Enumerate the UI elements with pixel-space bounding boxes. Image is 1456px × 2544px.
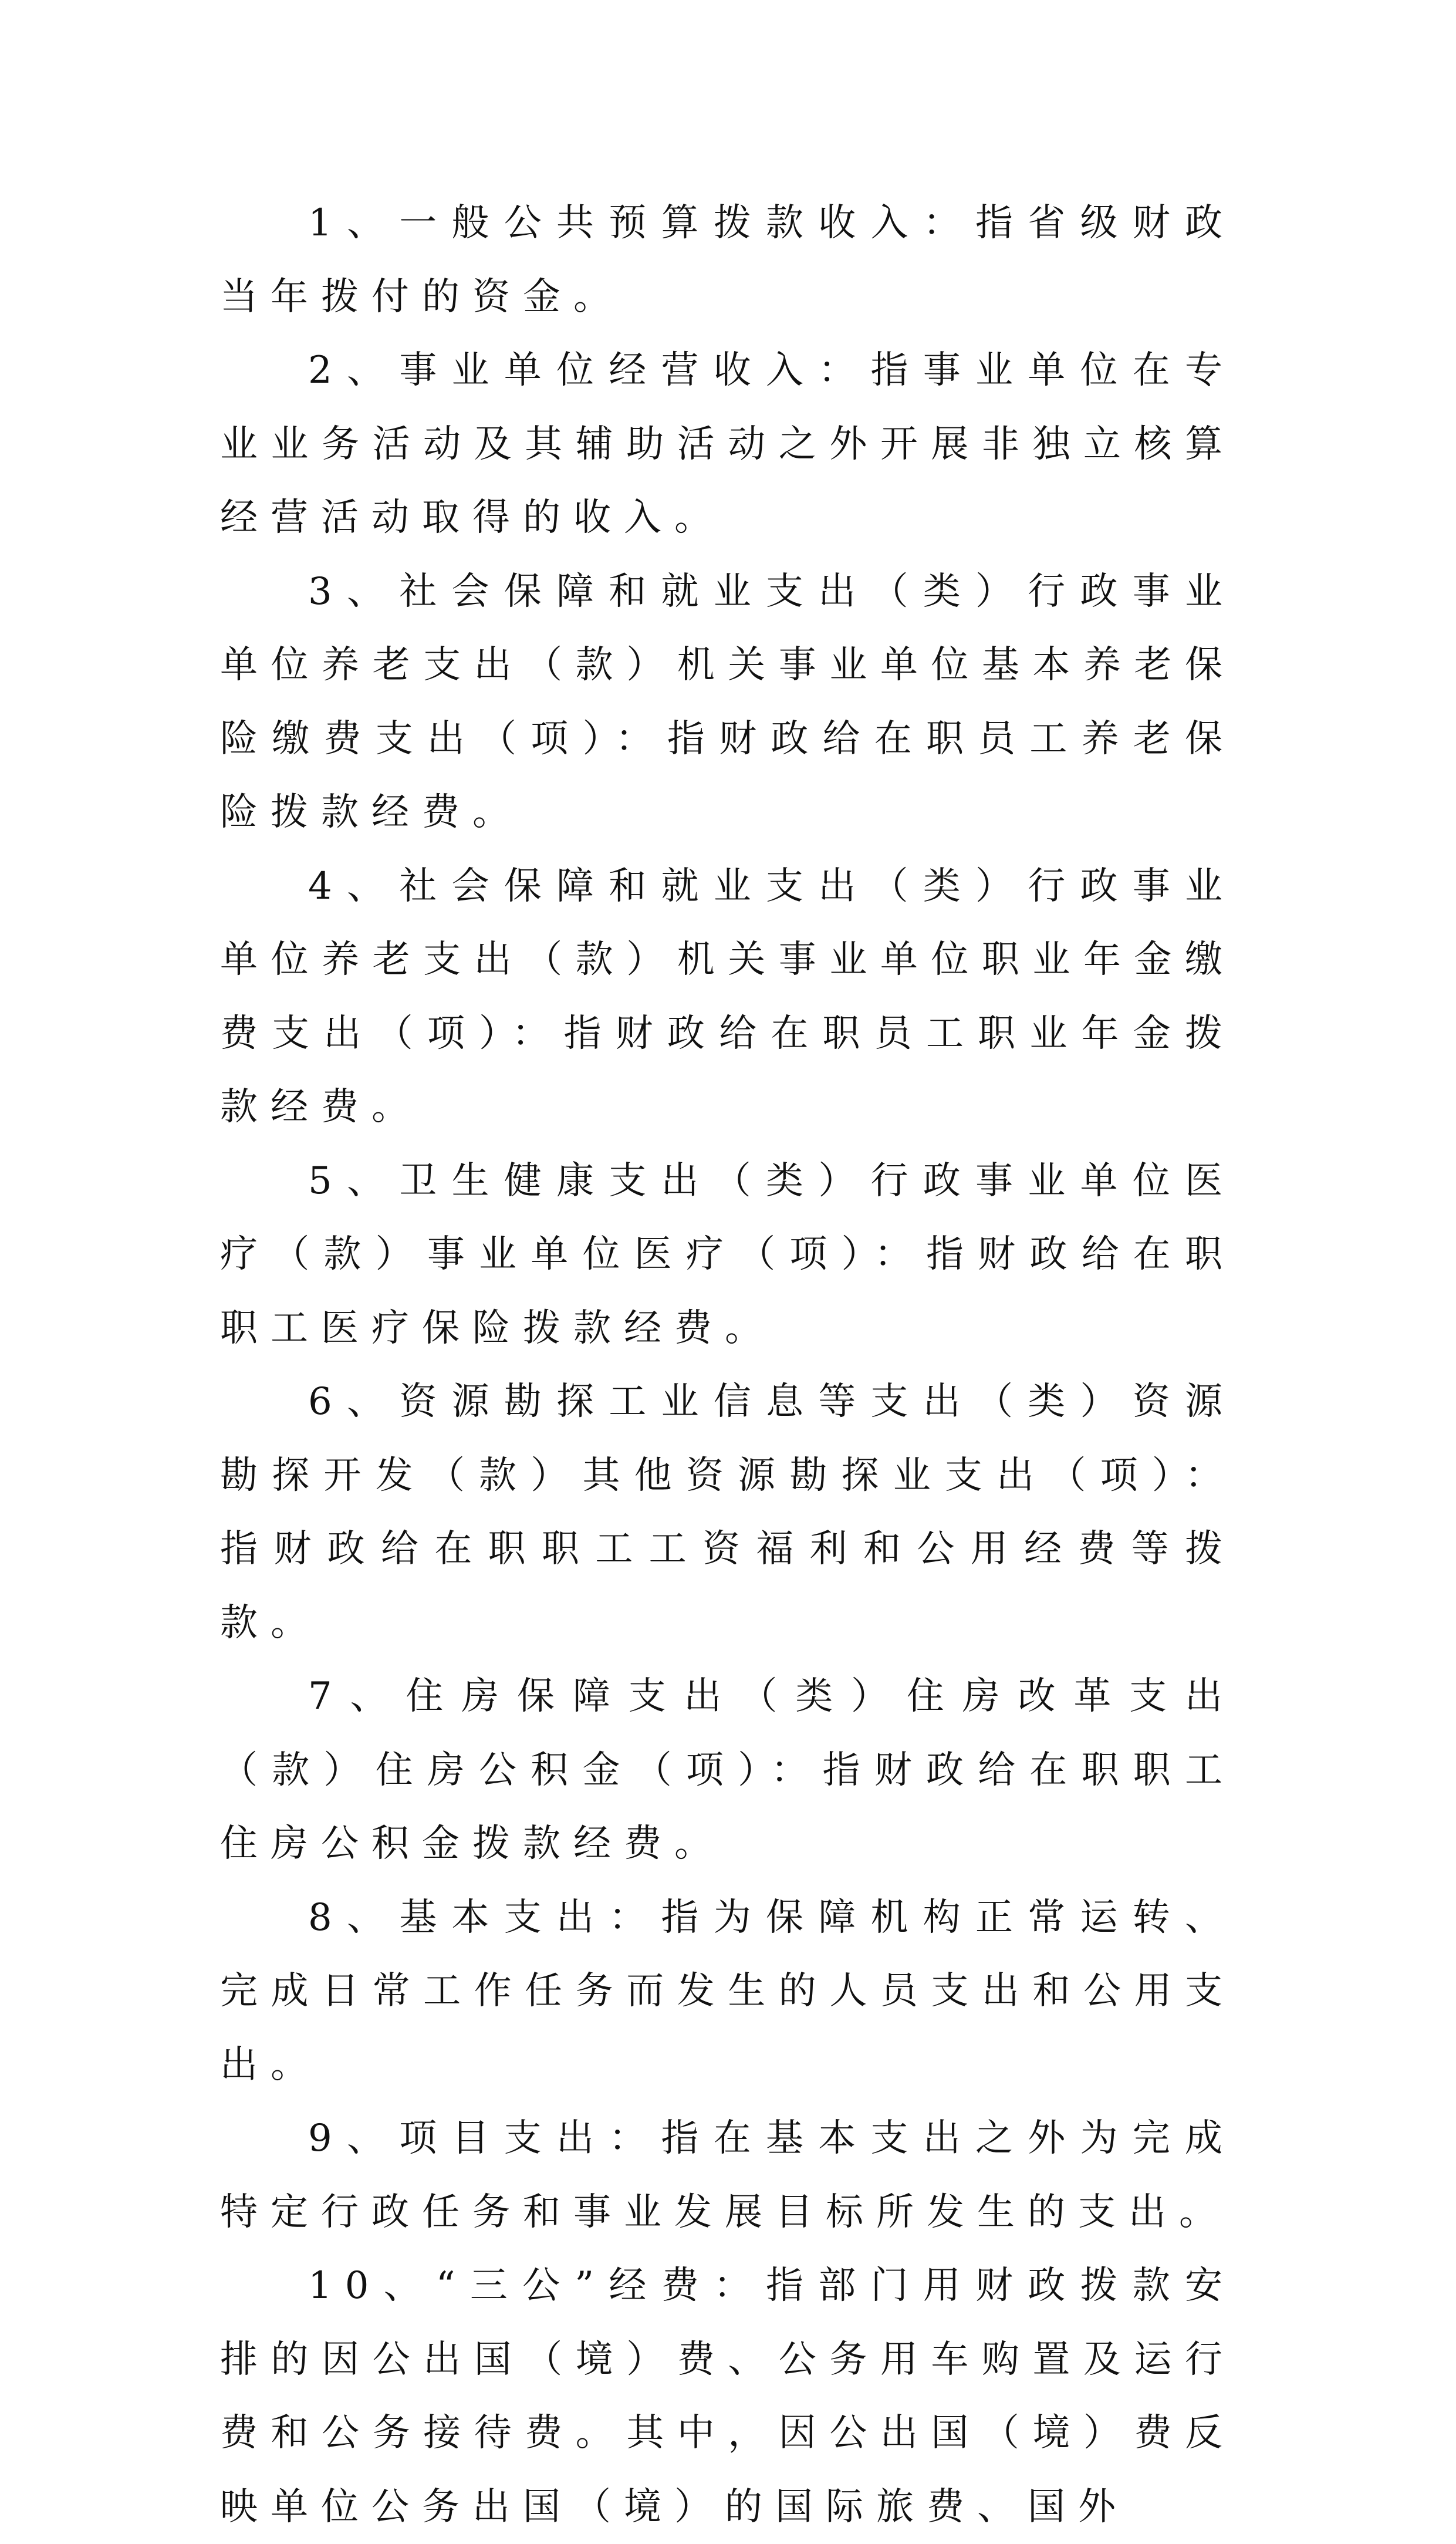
document-page bbox=[220, 187, 1235, 2544]
paragraph-1-general-budget-income: 1、一般公共预算拨款收入：指省级财政当年拨付的资金。 bbox=[220, 201, 1235, 319]
paragraph-10-three-public-expenses: 10、“三公”经费：指部门用财政拨款安排的因公出国（境）费、公务用车购置及运行费和公务接待费。其中，因公出国（境）费反映单位公务出国（境）的国际旅费、国外 bbox=[220, 2264, 1235, 2529]
paragraph-5-health-expenditure: 5、卫生健康支出（类）行政事业单位医疗（款）事业单位医疗（项）：指财政给在职职工医疗保险拨款经费。 bbox=[220, 1159, 1235, 1350]
paragraph-6-resource-exploration: 6、资源勘探工业信息等支出（类）资源勘探开发（款）其他资源勘探业支出（项）：指财政给在职职工工资福利和公用经费等拨款。 bbox=[220, 1380, 1235, 1645]
paragraph-2-business-income: 2、事业单位经营收入：指事业单位在专业业务活动及其辅助活动之外开展非独立核算经营活动取得的收入。 bbox=[220, 349, 1235, 539]
paragraph-9-project-expenditure: 9、项目支出：指在基本支出之外为完成特定行政任务和事业发展目标所发生的支出。 bbox=[220, 2117, 1235, 2234]
paragraph-7-housing-fund: 7、住房保障支出（类）住房改革支出（款）住房公积金（项）：指财政给在职职工住房公积金拨款经费。 bbox=[220, 1675, 1235, 1865]
paragraph-8-basic-expenditure: 8、基本支出：指为保障机构正常运转、完成日常工作任务而发生的人员支出和公用支出。 bbox=[220, 1895, 1235, 2087]
paragraph-4-occupational-annuity: 4、社会保障和就业支出（类）行政事业单位养老支出（款）机关事业单位职业年金缴费支出（项）：指财政给在职员工职业年金拨款经费。 bbox=[220, 864, 1235, 1129]
paragraph-3-basic-pension: 3、社会保障和就业支出（类）行政事业单位养老支出（款）机关事业单位基本养老保险缴费支出（项）：指财政给在职员工养老保险拨款经费。 bbox=[220, 569, 1235, 834]
